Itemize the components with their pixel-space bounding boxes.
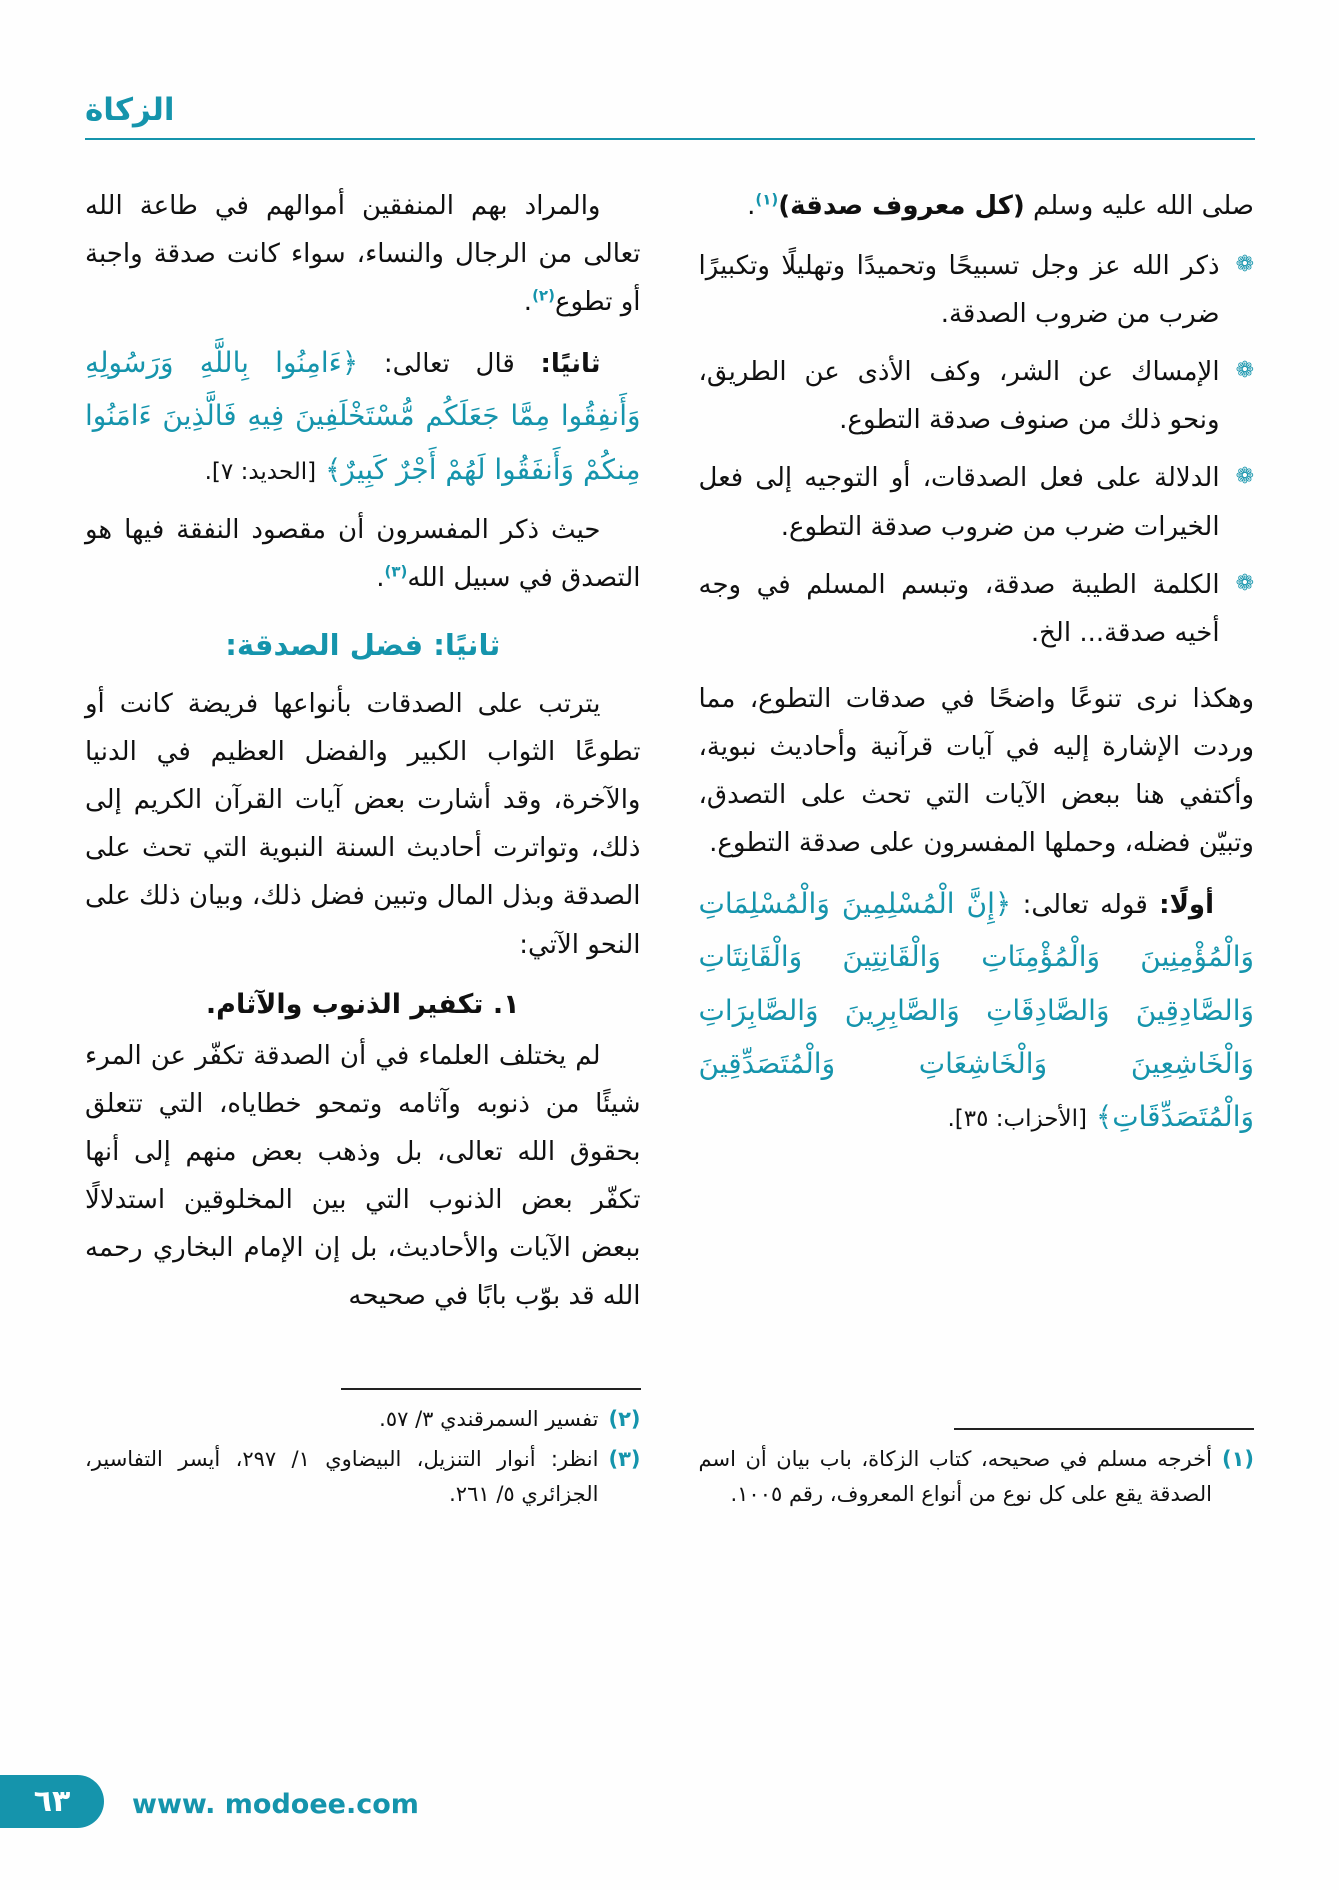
column-left bbox=[85, 182, 641, 1517]
flower-bullet-icon: ❁ bbox=[1235, 464, 1254, 490]
flower-bullet-icon: ❁ bbox=[1235, 358, 1254, 384]
footnote-item bbox=[85, 1402, 641, 1438]
body-text: حيث ذكر المفسرون أن مقصود النفقة فيها هو التصدق في سبيل الله bbox=[85, 514, 641, 593]
footnote-ref-1: (١) bbox=[755, 190, 779, 209]
column-right bbox=[699, 182, 1255, 1517]
bullet-text: الكلمة الطيبة صدقة، وتبسم المسلم في وجه أخيه صدقة... الخ. bbox=[698, 569, 1220, 648]
quran-verse-text: ﴿ءَامِنُوا بِاللَّهِ وَرَسُولِهِ وَأَنفِقُوا مِمَّا جَعَلَكُم مُّسْتَخْلَفِينَ فِيهِ فَالَّذِينَ ءَامَنُوا مِنكُمْ وَأَنفَقُوا لَهُمْ أَجْرٌ كَبِيرٌ﴾ bbox=[85, 346, 641, 486]
footnote-item bbox=[85, 1442, 641, 1513]
bullet-text: ذكر الله عز وجل تسبيحًا وتحميدًا وتهليلًا وتكبيرًا ضرب من ضروب الصدقة. bbox=[698, 251, 1220, 330]
flower-bullet-icon: ❁ bbox=[1235, 252, 1254, 278]
flower-bullet-icon: ❁ bbox=[1235, 570, 1254, 596]
body-text: . bbox=[747, 191, 756, 221]
footnotes-left bbox=[85, 1384, 641, 1517]
page-number-tab bbox=[0, 1775, 104, 1828]
footnote-number: (٣) bbox=[608, 1446, 641, 1471]
paragraph bbox=[85, 506, 641, 602]
body-text: قال تعالى: bbox=[358, 349, 541, 380]
hadith-quote: (كل معروف صدقة) bbox=[778, 191, 1025, 221]
paragraph: وهكذا نرى تنوعًا واضحًا في صدقات التطوع، مما وردت الإشارة إليه في آيات قرآنية وأحاديث نبوية، وأكتفي هنا ببعض الآيات التي تحث على التصدق، وتبيّن فضله، وحملها المفسرون على صدقة التطوع. bbox=[698, 683, 1254, 859]
ordinal-label: ثانيًا: bbox=[540, 349, 601, 380]
footnote-divider bbox=[954, 1428, 1254, 1430]
sub-heading: ١. تكفير الذنوب والآثام. bbox=[205, 988, 520, 1020]
list-item bbox=[699, 348, 1255, 444]
body-text: والمراد بهم المنفقين أموالهم في طاعة الله تعالى من الرجال والنساء، سواء كانت صدقة واجبة أو تطوع bbox=[85, 191, 641, 318]
paragraph bbox=[699, 182, 1255, 230]
footnotes-right bbox=[699, 1424, 1255, 1517]
footnote-ref-2: (٢) bbox=[532, 286, 555, 305]
header-rule bbox=[85, 138, 1255, 140]
paragraph: لم يختلف العلماء في أن الصدقة تكفّر عن المرء شيئًا من ذنوبه وآثامه وتمحو خطاياه، التي تتعلق بحقوق الله تعالى، بل وذهب بعض منهم إلى أنها تكفّر بعض الذنوب التي بين المخلوقين استدلالًا ببعض الآيات والأحاديث، بل إن الإمام البخاري رحمه الله قد بوّب بابًا في صحيحه bbox=[85, 1040, 641, 1312]
bullet-list bbox=[699, 242, 1255, 667]
body-text: صلى الله عليه وسلم bbox=[1024, 191, 1254, 221]
bullet-text: الإمساك عن الشر، وكف الأذى عن الطريق، ونحو ذلك من صنوف صدقة التطوع. bbox=[698, 357, 1220, 436]
footnote-number: (٢) bbox=[608, 1406, 641, 1431]
list-item bbox=[699, 454, 1255, 550]
ordinal-label: أولًا: bbox=[1159, 890, 1215, 921]
verse-reference: [الحديد: ٧]. bbox=[204, 458, 317, 485]
website-link[interactable]: www. modoee.com bbox=[132, 1789, 419, 1820]
footnote-text: أخرجه مسلم في صحيحه، كتاب الزكاة، باب بيان أن اسم الصدقة يقع على كل نوع من أنواع المعروف، رقم ١٠٠٥. bbox=[698, 1446, 1212, 1507]
body-text: . bbox=[523, 287, 533, 318]
footnote-number: (١) bbox=[1221, 1446, 1254, 1471]
text-columns bbox=[85, 182, 1254, 1517]
footnote-text: تفسير السمرقندي ٣/ ٥٧. bbox=[379, 1406, 599, 1431]
paragraph: يترتب على الصدقات بأنواعها فريضة كانت أو تطوعًا الثواب الكبير والفضل العظيم في الدنيا والآخرة، وقد أشارت بعض آيات القرآن الكريم إلى ذلك، وتواترت أحاديث السنة النبوية التي تحث على الصدقة وبذل المال وتبين فضل ذلك، وبيان ذلك على النحو الآتي: bbox=[85, 689, 641, 960]
page-header bbox=[85, 92, 1255, 140]
body-text: قوله تعالى: bbox=[1011, 890, 1160, 921]
footnote-text: انظر: أنوار التنزيل، البيضاوي ١/ ٢٩٧، أيسر التفاسير، الجزائري ٥/ ٢٦١. bbox=[85, 1446, 599, 1507]
quran-verse-text: ﴿إِنَّ الْمُسْلِمِينَ وَالْمُسْلِمَاتِ وَالْمُؤْمِنِينَ وَالْمُؤْمِنَاتِ وَالْقَانِتِينَ وَالْقَانِتَاتِ وَالصَّادِقِينَ وَالصَّادِقَاتِ وَالصَّابِرِينَ وَالصَّابِرَاتِ وَالْخَاشِعِينَ وَالْخَاشِعَاتِ وَالْمُتَصَدِّقِينَ وَالْمُتَصَدِّقَاتِ﴾ bbox=[698, 887, 1254, 1133]
verse-paragraph bbox=[85, 336, 641, 496]
body-text: . bbox=[376, 562, 385, 593]
page-number: ٦٣ bbox=[33, 1784, 71, 1819]
footnote-ref-3: (٣) bbox=[384, 562, 408, 581]
paragraph bbox=[85, 182, 641, 326]
verse-reference: [الأحزاب: ٣٥]. bbox=[947, 1105, 1087, 1132]
list-item bbox=[699, 561, 1255, 657]
page-title: الزكاة bbox=[85, 92, 175, 128]
list-item bbox=[699, 242, 1255, 338]
verse-paragraph bbox=[699, 877, 1255, 1143]
bullet-text: الدلالة على فعل الصدقات، أو التوجيه إلى فعل الخيرات ضرب من ضروب صدقة التطوع. bbox=[698, 463, 1220, 542]
footnote-divider bbox=[341, 1388, 641, 1390]
section-heading: ثانيًا: فضل الصدقة: bbox=[225, 628, 501, 663]
footnote-item bbox=[699, 1442, 1255, 1513]
